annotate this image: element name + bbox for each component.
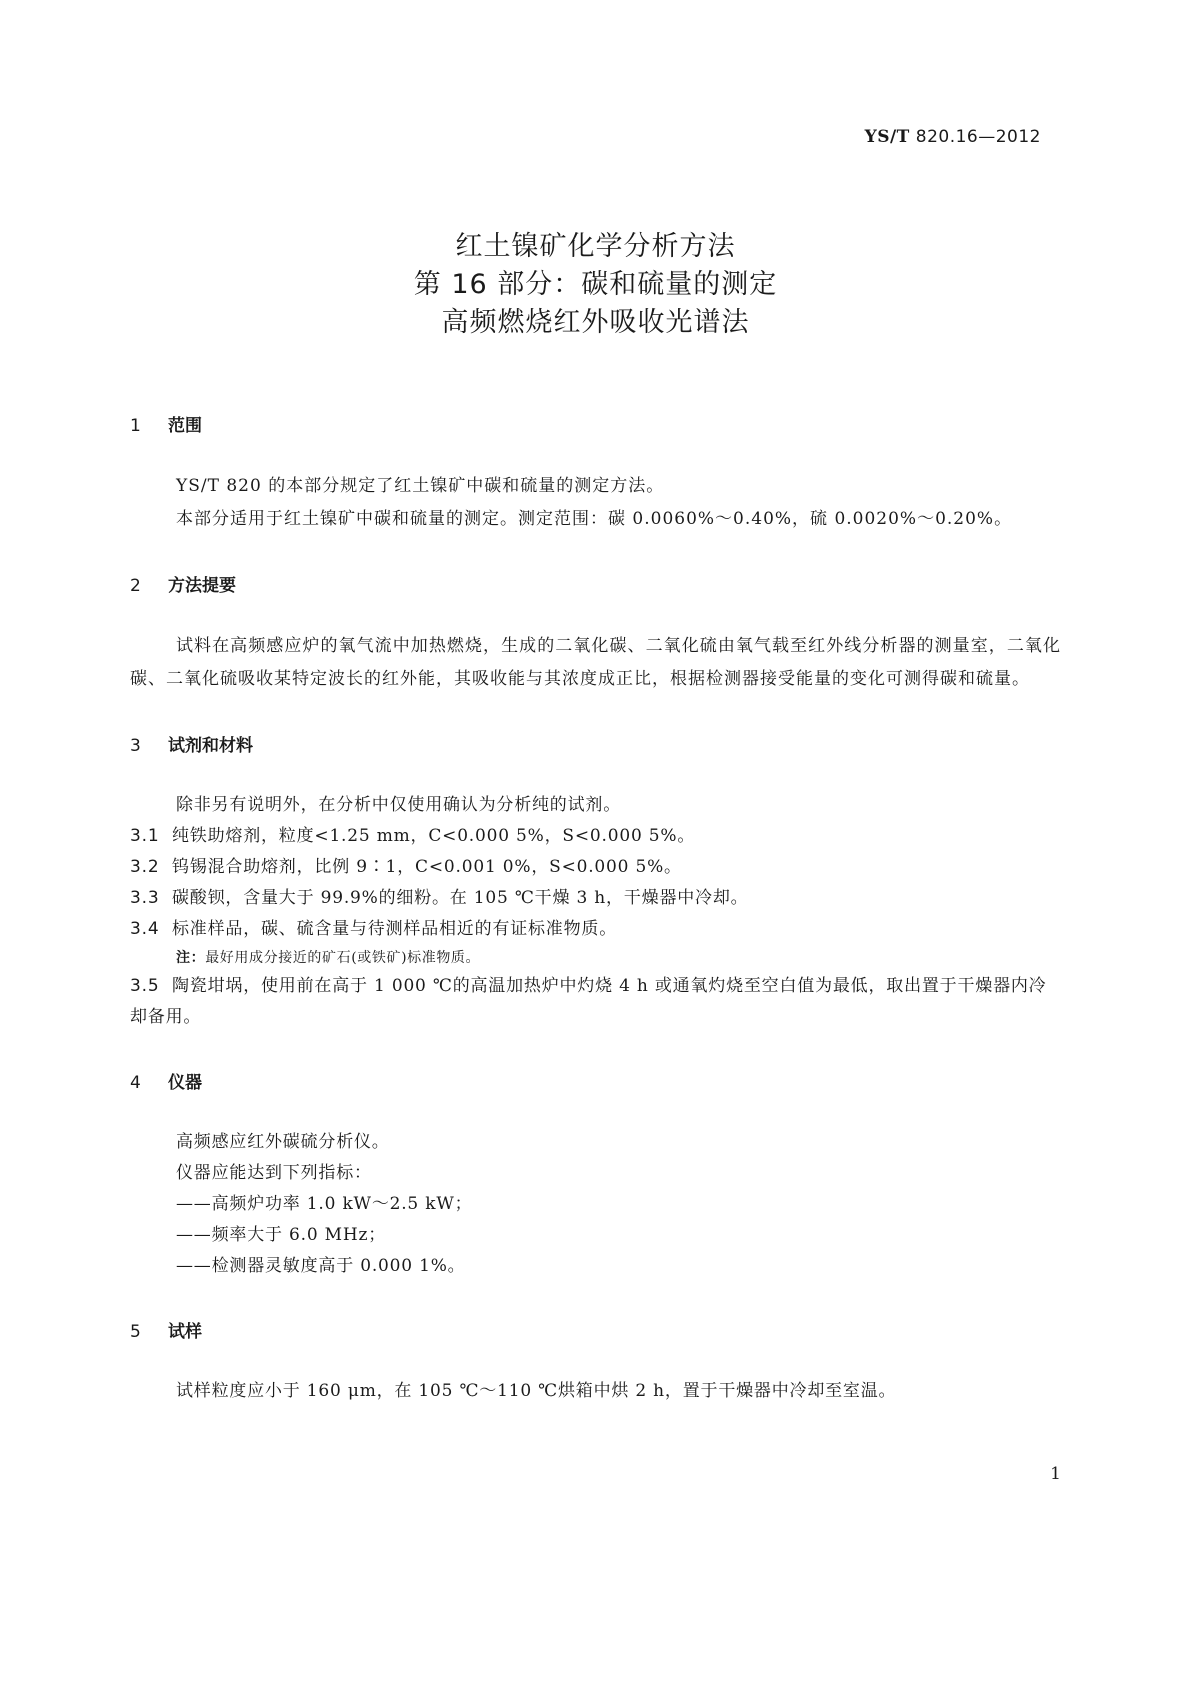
section-1-heading (130, 412, 1061, 440)
standard-code: 820.16—2012 (915, 127, 1041, 147)
item-number: 3.5 (130, 976, 160, 996)
section-4-heading (130, 1069, 1061, 1097)
item-text: 标准样品，碳、硫含量与待测样品相近的有证标准物质。 (172, 919, 617, 939)
section-2-paragraph: 试料在高频感应炉的氧气流中加热燃烧，生成的二氧化碳、二氧化硫由氧气载至红外线分析器的测量室，二氧化碳、二氧化硫吸收某特定波长的红外能，其吸收能与其浓度成正比，根据检测器接受能量的变化可测得碳和硫量。 (130, 636, 1061, 689)
standard-prefix: YS/T (864, 127, 910, 147)
list-item: ——高频炉功率 1.0 kW～2.5 kW； (176, 1194, 473, 1214)
page-number: 1 (1050, 1464, 1061, 1484)
list-item (130, 883, 1061, 914)
list-item: ——检测器灵敏度高于 0.000 1%。 (176, 1256, 466, 1276)
section-1-paragraph-2: 本部分适用于红土镍矿中碳和硫量的测定。测定范围：碳 0.0060%～0.40%，硫 0.0020%～0.20%。 (176, 509, 1013, 529)
section-4-paragraph-2: 仪器应能达到下列指标： (176, 1163, 372, 1183)
section-5-number: 5 (130, 1322, 141, 1342)
list-item: ——频率大于 6.0 MHz； (176, 1225, 387, 1245)
title-line-1: 红土镍矿化学分析方法 (455, 231, 736, 262)
section-4-number: 4 (130, 1073, 141, 1093)
note-text: 最好用成分接近的矿石(或铁矿)标准物质。 (205, 950, 481, 966)
list-item (130, 971, 1061, 1033)
section-3-heading (130, 732, 1061, 760)
section-1-title: 范围 (168, 416, 202, 436)
item-number: 3.1 (130, 826, 160, 846)
section-2-heading (130, 572, 1061, 600)
section-5-heading (130, 1318, 1061, 1346)
section-5-paragraph: 试样粒度应小于 160 μm，在 105 ℃～110 ℃烘箱中烘 2 h，置于干燥器中冷却至室温。 (176, 1381, 897, 1401)
document-body (130, 412, 1061, 1407)
document-title (0, 228, 1191, 342)
item-text: 碳酸钡，含量大于 99.9%的细粉。在 105 ℃干燥 3 h，干燥器中冷却。 (172, 888, 749, 908)
title-line-3: 高频燃烧红外吸收光谱法 (441, 307, 750, 338)
section-2-number: 2 (130, 576, 141, 596)
section-4-paragraph-1: 高频感应红外碳硫分析仪。 (176, 1132, 390, 1152)
list-item (130, 852, 1061, 883)
item-text: 陶瓷坩埚，使用前在高于 1 000 ℃的高温加热炉中灼烧 4 h 或通氧灼烧至空白值为最低，取出置于干燥器内冷却备用。 (130, 976, 1047, 1027)
item-text: 纯铁助熔剂，粒度<1.25 mm，C<0.000 5%，S<0.000 5%。 (172, 826, 696, 846)
list-item (130, 821, 1061, 852)
list-item (130, 914, 1061, 945)
item-number: 3.3 (130, 888, 160, 908)
section-3-note (130, 945, 1061, 971)
item-number: 3.4 (130, 919, 160, 939)
section-5-title: 试样 (168, 1322, 202, 1342)
note-label: 注： (176, 950, 206, 966)
item-text: 钨锡混合助熔剂，比例 9∶1，C<0.001 0%，S<0.000 5%。 (172, 857, 682, 877)
title-line-2: 第 16 部分：碳和硫量的测定 (413, 269, 778, 300)
section-2-title: 方法提要 (168, 576, 236, 596)
item-number: 3.2 (130, 857, 160, 877)
section-3-number: 3 (130, 736, 141, 756)
section-3-title: 试剂和材料 (168, 736, 253, 756)
section-3-intro: 除非另有说明外，在分析中仅使用确认为分析纯的试剂。 (176, 795, 621, 815)
section-1-paragraph-1: YS/T 820 的本部分规定了红土镍矿中碳和硫量的测定方法。 (176, 476, 665, 496)
standard-number (865, 127, 1041, 147)
section-1-number: 1 (130, 416, 141, 436)
section-4-title: 仪器 (168, 1073, 202, 1093)
